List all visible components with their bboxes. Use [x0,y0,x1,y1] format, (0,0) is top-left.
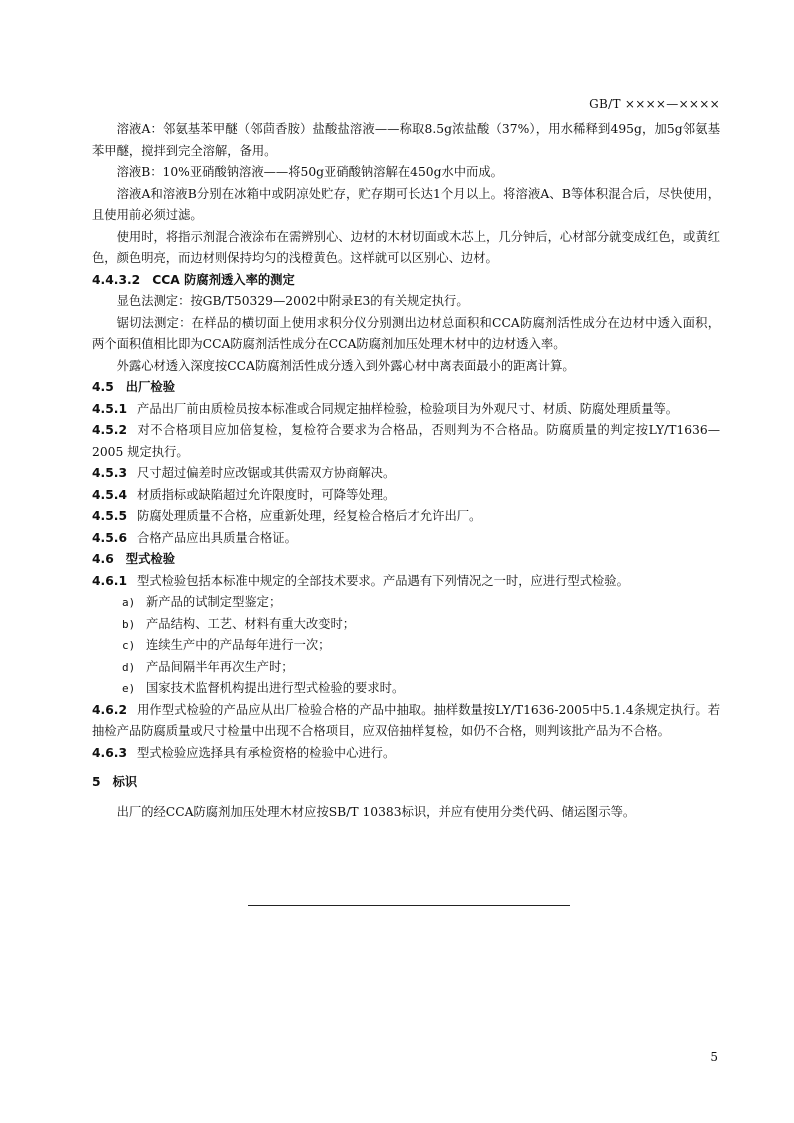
clause-number: 4.5.2 [92,423,128,437]
clause-text: 用作型式检验的产品应从出厂检验合格的产品中抽取。抽样数量按LY/T1636-2005中5.1.4条规定执行。若抽检产品防腐质量或尺寸检量中出现不合格项目，应双倍抽样复检，如仍不合格，则判该批产品为不合格。 [92,702,720,738]
clause-text: 型式检验包括本标准中规定的全部技术要求。产品遇有下列情况之一时，应进行型式检验。 [137,573,629,588]
clause-4-5-2 [92,420,720,463]
list-item [92,678,720,700]
list-label: a) [122,596,136,609]
list-text: 连续生产中的产品每年进行一次； [146,638,331,652]
clause-4-6-3 [92,743,720,765]
list-label: e) [122,682,136,695]
clause-number: 4.5.3 [92,466,128,480]
clause-number: 4.5.5 [92,509,128,523]
section-title: 标识 [112,775,138,789]
list-text: 产品结构、工艺、材料有重大改变时； [146,616,356,631]
document-code: GB/T ××××—×××× [589,97,720,111]
list-item [92,592,720,614]
page-number: 5 [710,1050,718,1064]
page-body [92,119,720,823]
clause-number: 4.5.4 [92,487,128,502]
list-text: 产品间隔半年再次生产时； [146,659,294,674]
list-label: b) [122,617,136,631]
list-item [92,635,720,657]
clause-text: 合格产品应出具质量合格证。 [137,530,297,545]
clause-text: 尺寸超过偏差时应改锯或其供需双方协商解决。 [137,466,396,480]
list-label: c) [122,639,136,652]
solution-b-paragraph: 溶液B：10%亚硝酸钠溶液——将50g亚硝酸钠溶解在450g水中而成。 [116,165,503,179]
heartwood-depth-paragraph: 外露心材透入深度按CCA防腐剂活性成分透入到外露心材中离表面最小的距离计算。 [116,358,575,373]
section-number: 4.6 [92,552,114,566]
clause-text: 对不合格项目应加倍复检，复检符合要求为合格品，否则判为不合格品。防腐质量的判定按LY/T1636—2005 规定执行。 [92,423,720,459]
clause-number: 4.6.2 [92,702,128,717]
clause-text: 产品出厂前由质检员按本标准或合同规定抽样检验，检验项目为外观尺寸、材质、防腐处理质量等。 [137,401,679,416]
storage-paragraph: 溶液A和溶液B分别在冰箱中或阴凉处贮存，贮存期可长达1个月以上。将溶液A、B等体积混合后，尽快使用，且使用前必须过滤。 [92,186,720,222]
clause-4-5-6 [92,528,720,550]
list-text: 国家技术监督机构提出进行型式检验的要求时。 [146,681,405,695]
section-number: 4.4.3.2 [92,272,141,287]
list-item [92,614,720,636]
clause-4-5-3 [92,463,720,485]
usage-paragraph: 使用时，将指示剂混合液涂布在需辨别心、边材的木材切面或木芯上，几分钟后，心材部分就变成红色，或黄红色，颜色明亮，而边材则保持均匀的浅橙黄色。这样就可以区别心、边材。 [92,229,720,265]
section-number: 4.5 [92,380,114,394]
section-5-heading [92,772,720,794]
clause-4-6-1 [92,571,720,593]
clause-text: 型式检验应选择具有承检资格的检验中心进行。 [137,745,396,760]
clause-text: 材质指标或缺陷超过允许限度时，可降等处理。 [137,487,396,502]
color-method-paragraph: 显色法测定：按GB/T50329—2002中附录E3的有关规定执行。 [116,294,469,308]
saw-method-paragraph: 锯切法测定：在样品的横切面上使用求积分仪分别测出边材总面积和CCA防腐剂活性成分在边材中透入面积，两个面积值相比即为CCA防腐剂活性成分在CCA防腐剂加压处理木材中的边材透入率。 [92,315,720,351]
solution-a-paragraph: 溶液A：邻氨基苯甲醚（邻茴香胺）盐酸盐溶液——称取8.5g浓盐酸（37%），用水稀释到495g，加5g邻氨基苯甲醚，搅拌到完全溶解，备用。 [92,122,720,158]
list-label: d) [122,660,136,674]
section-title: CCA 防腐剂透入率的测定 [152,272,295,287]
section-number: 5 [92,775,101,789]
section-4-4-3-2-heading [92,270,720,292]
end-rule [248,905,570,906]
clause-number: 4.6.1 [92,573,128,588]
clause-number: 4.5.6 [92,530,128,545]
section-4-6-heading [92,549,720,571]
clause-4-6-2 [92,700,720,743]
section-4-5-heading [92,377,720,399]
marking-paragraph: 出厂的经CCA防腐剂加压处理木材应按SB/T 10383标识，并应有使用分类代码、储运图示等。 [116,804,636,819]
section-title: 出厂检验 [125,380,175,394]
clause-4-5-5 [92,506,720,528]
clause-number: 4.6.3 [92,745,128,760]
clause-number: 4.5.1 [92,401,128,416]
clause-4-5-1 [92,399,720,421]
list-item [92,657,720,679]
clause-text: 防腐处理质量不合格，应重新处理，经复检合格后才允许出厂。 [137,509,482,523]
list-text: 新产品的试制定型鉴定； [146,595,282,609]
clause-4-5-4 [92,485,720,507]
section-title: 型式检验 [125,552,175,566]
